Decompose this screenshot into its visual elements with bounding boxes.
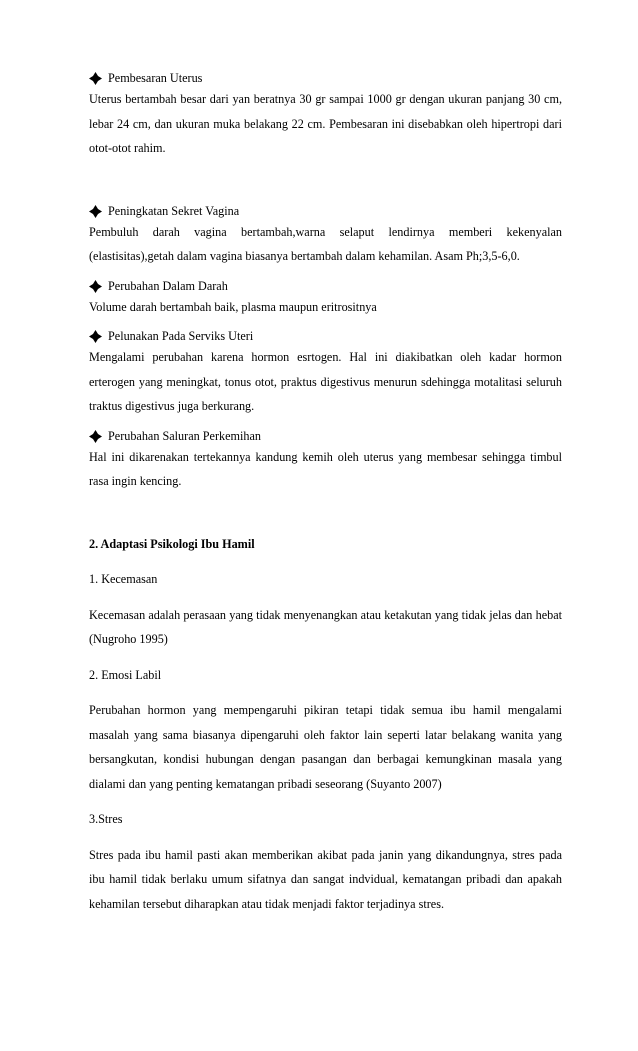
bullet-heading-perubahan-darah <box>89 278 562 295</box>
paragraph-sekret-vagina: Pembuluh darah vagina bertambah,warna selaput lendirnya memberi kekenyalan (elastisitas),getah dalam vagina biasanya bertambah dalam kehamilan. Asam Ph;3,5-6,0. <box>89 224 562 263</box>
heading-text: Peningkatan Sekret Vagina <box>108 203 240 218</box>
heading-text: Pelunakan Pada Serviks Uteri <box>108 329 254 343</box>
subheading-kecemasan: 1. Kecemasan <box>89 572 158 586</box>
diamond-bullet-icon <box>89 205 102 218</box>
bullet-heading-serviks-uteri <box>89 328 562 345</box>
paragraph-kecemasan: Kecemasan adalah perasaan yang tidak menyenangkan atau ketakutan yang tidak jelas dan hebat (Nugroho 1995) <box>89 607 562 646</box>
paragraph-serviks-uteri: Mengalami perubahan karena hormon esrtogen. Hal ini diakibatkan oleh kadar hormon erterogen yang meningkat, tonus otot, praktus digestivus menurun sdehingga motalitasi seluruh traktus digestivus juga berkurang. <box>89 350 562 413</box>
diamond-bullet-icon <box>89 330 102 343</box>
diamond-bullet-icon <box>89 280 102 293</box>
heading-text: Perubahan Saluran Perkemihan <box>108 428 261 443</box>
paragraph-emosi-labil: Perubahan hormon yang mempengaruhi pikiran tetapi tidak semua ibu hamil mengalami masalah yang sama biasanya dipengaruhi oleh faktor lain seperti latar belakang wanita yang bersangkutan, kondisi hubungan dengan pasangan dan berbagai kemungkinan masala yang dialami dan yang penting kematangan pribadi seseorang (Suyanto 2007) <box>89 703 562 791</box>
diamond-bullet-icon <box>89 72 102 85</box>
paragraph-saluran-perkemihan: Hal ini dikarenakan tertekannya kandung kemih oleh uterus yang membesar sehingga timbul rasa ingin kencing. <box>89 449 562 488</box>
document-body <box>89 70 562 916</box>
paragraph-pembesaran-uterus: Uterus bertambah besar dari yan beratnya 30 gr sampai 1000 gr dengan ukuran panjang 30 cm, lebar 24 cm, dan ukuran muka belakang 22 cm. Pembesaran ini disebabkan oleh hipertropi dari otot-otot rahim. <box>89 92 562 155</box>
heading-text: Pembesaran Uterus <box>108 71 203 85</box>
subheading-emosi-labil: 2. Emosi Labil <box>89 667 162 682</box>
bullet-heading-pembesaran-uterus <box>89 70 562 87</box>
bullet-heading-saluran-perkemihan <box>89 428 562 445</box>
subheading-stres: 3.Stres <box>89 812 123 826</box>
paragraph-stres: Stres pada ibu hamil pasti akan memberikan akibat pada janin yang dikandungnya, stres pada ibu hamil tidak berlaku umum sifatnya dan sangat indvidual, kematangan pribadi dan apakah kehamilan tersebut diharapkan atau tidak menjadi faktor terjadinya stres. <box>89 847 562 911</box>
diamond-bullet-icon <box>89 430 102 443</box>
heading-text: Perubahan Dalam Darah <box>108 278 228 293</box>
paragraph-perubahan-darah: Volume darah bertambah baik, plasma maupun eritrositnya <box>89 299 377 314</box>
section-title-adaptasi-psikologi: 2. Adaptasi Psikologi Ibu Hamil <box>89 536 255 551</box>
bullet-heading-sekret-vagina <box>89 203 562 220</box>
